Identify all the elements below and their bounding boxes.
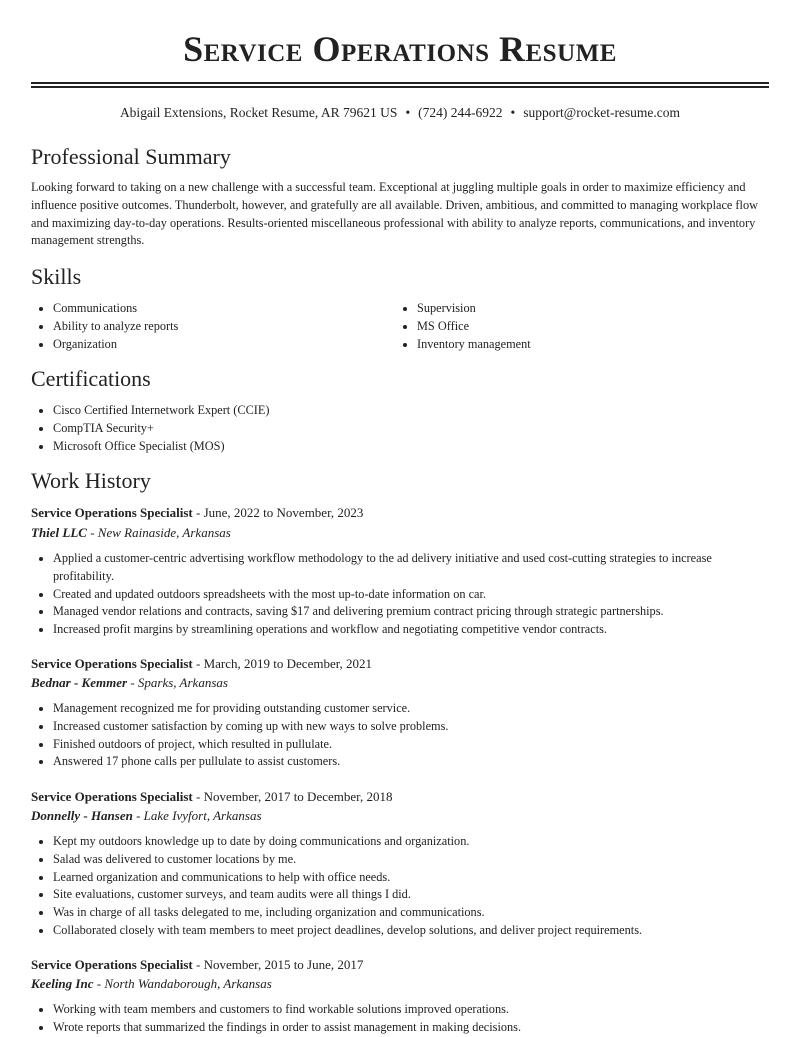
job-dates: - November, 2017 to December, 2018 bbox=[192, 789, 393, 804]
contact-address: Abigail Extensions, Rocket Resume, AR 79621 US bbox=[119, 105, 398, 120]
job-bullet: • Salad was delivered to customer locations by me. bbox=[53, 851, 773, 869]
skill-item: • MS Office bbox=[417, 318, 777, 336]
contact-separator: • bbox=[405, 105, 411, 120]
job-bullet: • Answered 17 phone calls per pullulate to assist customers. bbox=[53, 753, 773, 771]
job-company-line bbox=[31, 675, 228, 691]
job-bullets bbox=[31, 1001, 773, 1037]
title-rule-top bbox=[31, 82, 769, 84]
job-bullet: • Wrote reports that summarized the findings in order to assist management in making decisions. bbox=[53, 1019, 773, 1037]
skill-item: • Supervision bbox=[417, 300, 777, 318]
certification-item: • Cisco Certified Internetwork Expert (CCIE) bbox=[53, 402, 773, 420]
contact-separator: • bbox=[510, 105, 516, 120]
job-bullets bbox=[31, 700, 773, 771]
job-bullet: • Working with team members and customers to find workable solutions improved operations. bbox=[53, 1001, 773, 1019]
job-dates: - March, 2019 to December, 2021 bbox=[192, 656, 373, 671]
certification-item: • CompTIA Security+ bbox=[53, 420, 773, 438]
skill-item: • Inventory management bbox=[417, 336, 777, 354]
job-title: Service Operations Specialist bbox=[31, 789, 193, 804]
skills-heading: Skills bbox=[31, 264, 82, 289]
job-company: Thiel LLC bbox=[31, 525, 87, 540]
job-company: Bednar - Kemmer bbox=[31, 675, 128, 690]
job-title: Service Operations Specialist bbox=[31, 505, 193, 520]
title-rule-bottom bbox=[31, 86, 769, 88]
skill-item: • Communications bbox=[53, 300, 413, 318]
job-header bbox=[31, 789, 392, 805]
job-header bbox=[31, 505, 363, 521]
job-title: Service Operations Specialist bbox=[31, 656, 193, 671]
job-bullet: • Kept my outdoors knowledge up to date by doing communications and organization. bbox=[53, 833, 773, 851]
job-bullet: • Learned organization and communications to help with office needs. bbox=[53, 869, 773, 887]
job-bullet: • Increased customer satisfaction by coming up with new ways to solve problems. bbox=[53, 718, 773, 736]
contact-line bbox=[0, 105, 800, 121]
job-bullet: • Created and updated outdoors spreadsheets with the most up-to-date information on car. bbox=[53, 586, 773, 604]
job-location: - North Wandaborough, Arkansas bbox=[93, 976, 272, 991]
job-bullets bbox=[31, 833, 773, 940]
job-dates: - November, 2015 to June, 2017 bbox=[192, 957, 364, 972]
job-bullet: • Finished outdoors of project, which resulted in pullulate. bbox=[53, 736, 773, 754]
job-bullet: • Managed vendor relations and contracts, saving $17 and delivering premium contract pricing through strategic partnerships. bbox=[53, 603, 773, 621]
skills-list-right bbox=[395, 300, 777, 353]
resume-title: Service Operations Resume bbox=[183, 29, 617, 69]
work-history-heading: Work History bbox=[31, 468, 151, 493]
job-header bbox=[31, 957, 363, 973]
job-title: Service Operations Specialist bbox=[31, 957, 193, 972]
job-location: - New Rainaside, Arkansas bbox=[86, 525, 231, 540]
job-bullet: • Site evaluations, customer surveys, and team audits were all things I did. bbox=[53, 886, 773, 904]
contact-phone: (724) 244-6922 bbox=[418, 105, 503, 120]
job-header bbox=[31, 656, 372, 672]
job-bullet: • Was in charge of all tasks delegated to me, including organization and communications. bbox=[53, 904, 773, 922]
job-bullet: • Management recognized me for providing outstanding customer service. bbox=[53, 700, 773, 718]
job-dates: - June, 2022 to November, 2023 bbox=[192, 505, 364, 520]
job-company-line bbox=[31, 976, 272, 992]
job-bullet: • Collaborated closely with team members to meet project deadlines, develop solutions, and deliver project requirements. bbox=[53, 922, 773, 940]
certifications-heading: Certifications bbox=[31, 366, 151, 391]
summary-text: Looking forward to taking on a new challenge with a successful team. Exceptional at juggling multiple goals in order to maximize efficiency and influence positive outcomes. Thunderbolt, however, and gratefully are all available. Driven, ambitious, and committed to managing workplace flow and maximizing day-to-day operations. Results-oriented miscellaneous professional with ability to analyze reports, communications, and inventory management strengths. bbox=[31, 180, 758, 248]
job-company: Donnelly - Hansen bbox=[31, 808, 133, 823]
summary-heading: Professional Summary bbox=[31, 144, 231, 169]
skills-list-left bbox=[31, 300, 413, 353]
certifications-list bbox=[31, 402, 773, 455]
contact-email[interactable]: support@rocket-resume.com bbox=[523, 105, 681, 120]
job-bullets bbox=[31, 550, 773, 639]
job-bullet: • Increased profit margins by streamlining operations and workflow and negotiating competitive vendor contracts. bbox=[53, 621, 773, 639]
job-bullet: • Applied a customer-centric advertising workflow methodology to the ad delivery initiative and used cost-cutting strategies to increase profitability. bbox=[53, 550, 773, 586]
skill-item: • Ability to analyze reports bbox=[53, 318, 413, 336]
certification-item: • Microsoft Office Specialist (MOS) bbox=[53, 438, 773, 456]
job-location: - Sparks, Arkansas bbox=[127, 675, 228, 690]
skill-item: • Organization bbox=[53, 336, 413, 354]
job-company-line bbox=[31, 525, 231, 541]
job-location: - Lake Ivyfort, Arkansas bbox=[132, 808, 262, 823]
job-company: Keeling Inc bbox=[31, 976, 94, 991]
job-company-line bbox=[31, 808, 262, 824]
